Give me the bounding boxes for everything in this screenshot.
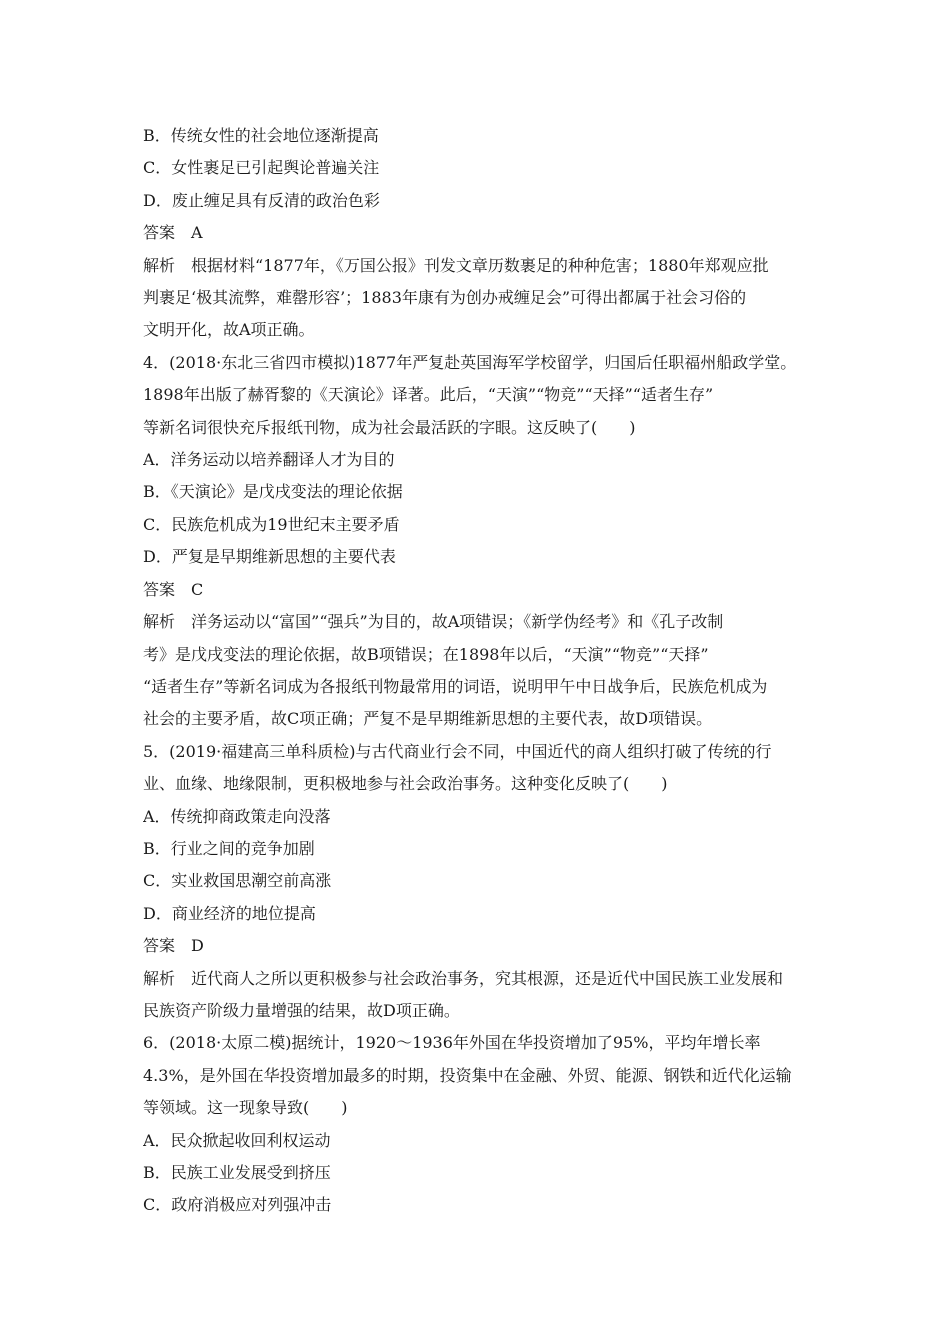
option-a-q4: A．洋务运动以培养翻译人才为目的 (143, 450, 395, 470)
question-6-line3: 等领域。这一现象导致( ) (143, 1098, 348, 1118)
option-a-q5: A．传统抑商政策走向没落 (143, 806, 331, 826)
option-d-q4: D．严复是早期维新思想的主要代表 (143, 547, 396, 567)
question-5-line2: 业、血缘、地缘限制，更积极地参与社会政治事务。这种变化反映了( ) (143, 774, 668, 794)
analysis-q4-line1: 解析 洋务运动以“富国”“强兵”为目的，故A项错误；《新学伪经考》和《孔子改制 (143, 612, 724, 632)
analysis-q4-line2: 考》是戊戌变法的理论依据，故B项错误；在1898年以后，“天演”“物竞”“天择” (143, 644, 709, 664)
option-d-q5: D．商业经济的地位提高 (143, 903, 316, 923)
question-4-line2: 1898年出版了赫胥黎的《天演论》译著。此后，“天演”“物竞”“天择”“适者生存” (143, 385, 714, 405)
analysis-q5-line2: 民族资产阶级力量增强的结果，故D项正确。 (143, 1000, 460, 1020)
option-a-q6: A．民众掀起收回利权运动 (143, 1130, 331, 1150)
analysis-q5-line1: 解析 近代商人之所以更积极参与社会政治事务，究其根源，还是近代中国民族工业发展和 (143, 968, 784, 988)
option-b-q5: B．行业之间的竞争加剧 (143, 838, 315, 858)
option-c-q6: C．政府消极应对列强冲击 (143, 1195, 332, 1215)
question-6-line1: 6．(2018·太原二模)据统计，1920～1936年外国在华投资增加了95%，平均年增长率 (143, 1033, 761, 1053)
option-b-q3: B．传统女性的社会地位逐渐提高 (143, 126, 379, 145)
question-4-line3: 等新名词很快充斥报纸刊物，成为社会最活跃的字眼。这反映了( ) (143, 417, 636, 437)
option-b-q6: B．民族工业发展受到挤压 (143, 1163, 331, 1182)
document-text-body (143, 120, 823, 1222)
answer-q4: 答案 C (143, 579, 204, 599)
option-d-q3: D．废止缠足具有反清的政治色彩 (143, 190, 380, 210)
analysis-q3-line1: 解析 根据材料“1877年，《万国公报》刊发文章历数裹足的种种危害；1880年郑观应批 (143, 255, 769, 275)
option-b-q4: B．《天演论》是戊戌变法的理论依据 (143, 482, 403, 502)
analysis-q3-line2: 判裹足‘极其流弊，难罄形容’；1883年康有为创办戒缠足会”可得出都属于社会习俗的 (143, 288, 747, 308)
question-4-line1: 4．(2018·东北三省四市模拟)1877年严复赴英国海军学校留学，归国后任职福州船政学堂。 (143, 352, 797, 372)
option-c-q5: C．实业救国思潮空前高涨 (143, 871, 332, 891)
answer-q3: 答案 A (143, 223, 203, 243)
answer-q5: 答案 D (143, 936, 204, 956)
analysis-q4-line3: “适者生存”等新名词成为各报纸刊物最常用的词语，说明甲午中日战争后，民族危机成为 (143, 676, 768, 696)
option-c-q3: C．女性裹足已引起舆论普遍关注 (143, 158, 380, 178)
analysis-q3-line3: 文明开化，故A项正确。 (143, 320, 315, 340)
analysis-q4-line4: 社会的主要矛盾，故C项正确；严复不是早期维新思想的主要代表，故D项错误。 (143, 709, 713, 729)
question-5-line1: 5．(2019·福建高三单科质检)与古代商业行会不同，中国近代的商人组织打破了传统的行 (143, 741, 772, 761)
option-c-q4: C．民族危机成为19世纪末主要矛盾 (143, 514, 400, 534)
question-6-line2: 4.3%，是外国在华投资增加最多的时期，投资集中在金融、外贸、能源、钢铁和近代化运输 (143, 1065, 792, 1085)
